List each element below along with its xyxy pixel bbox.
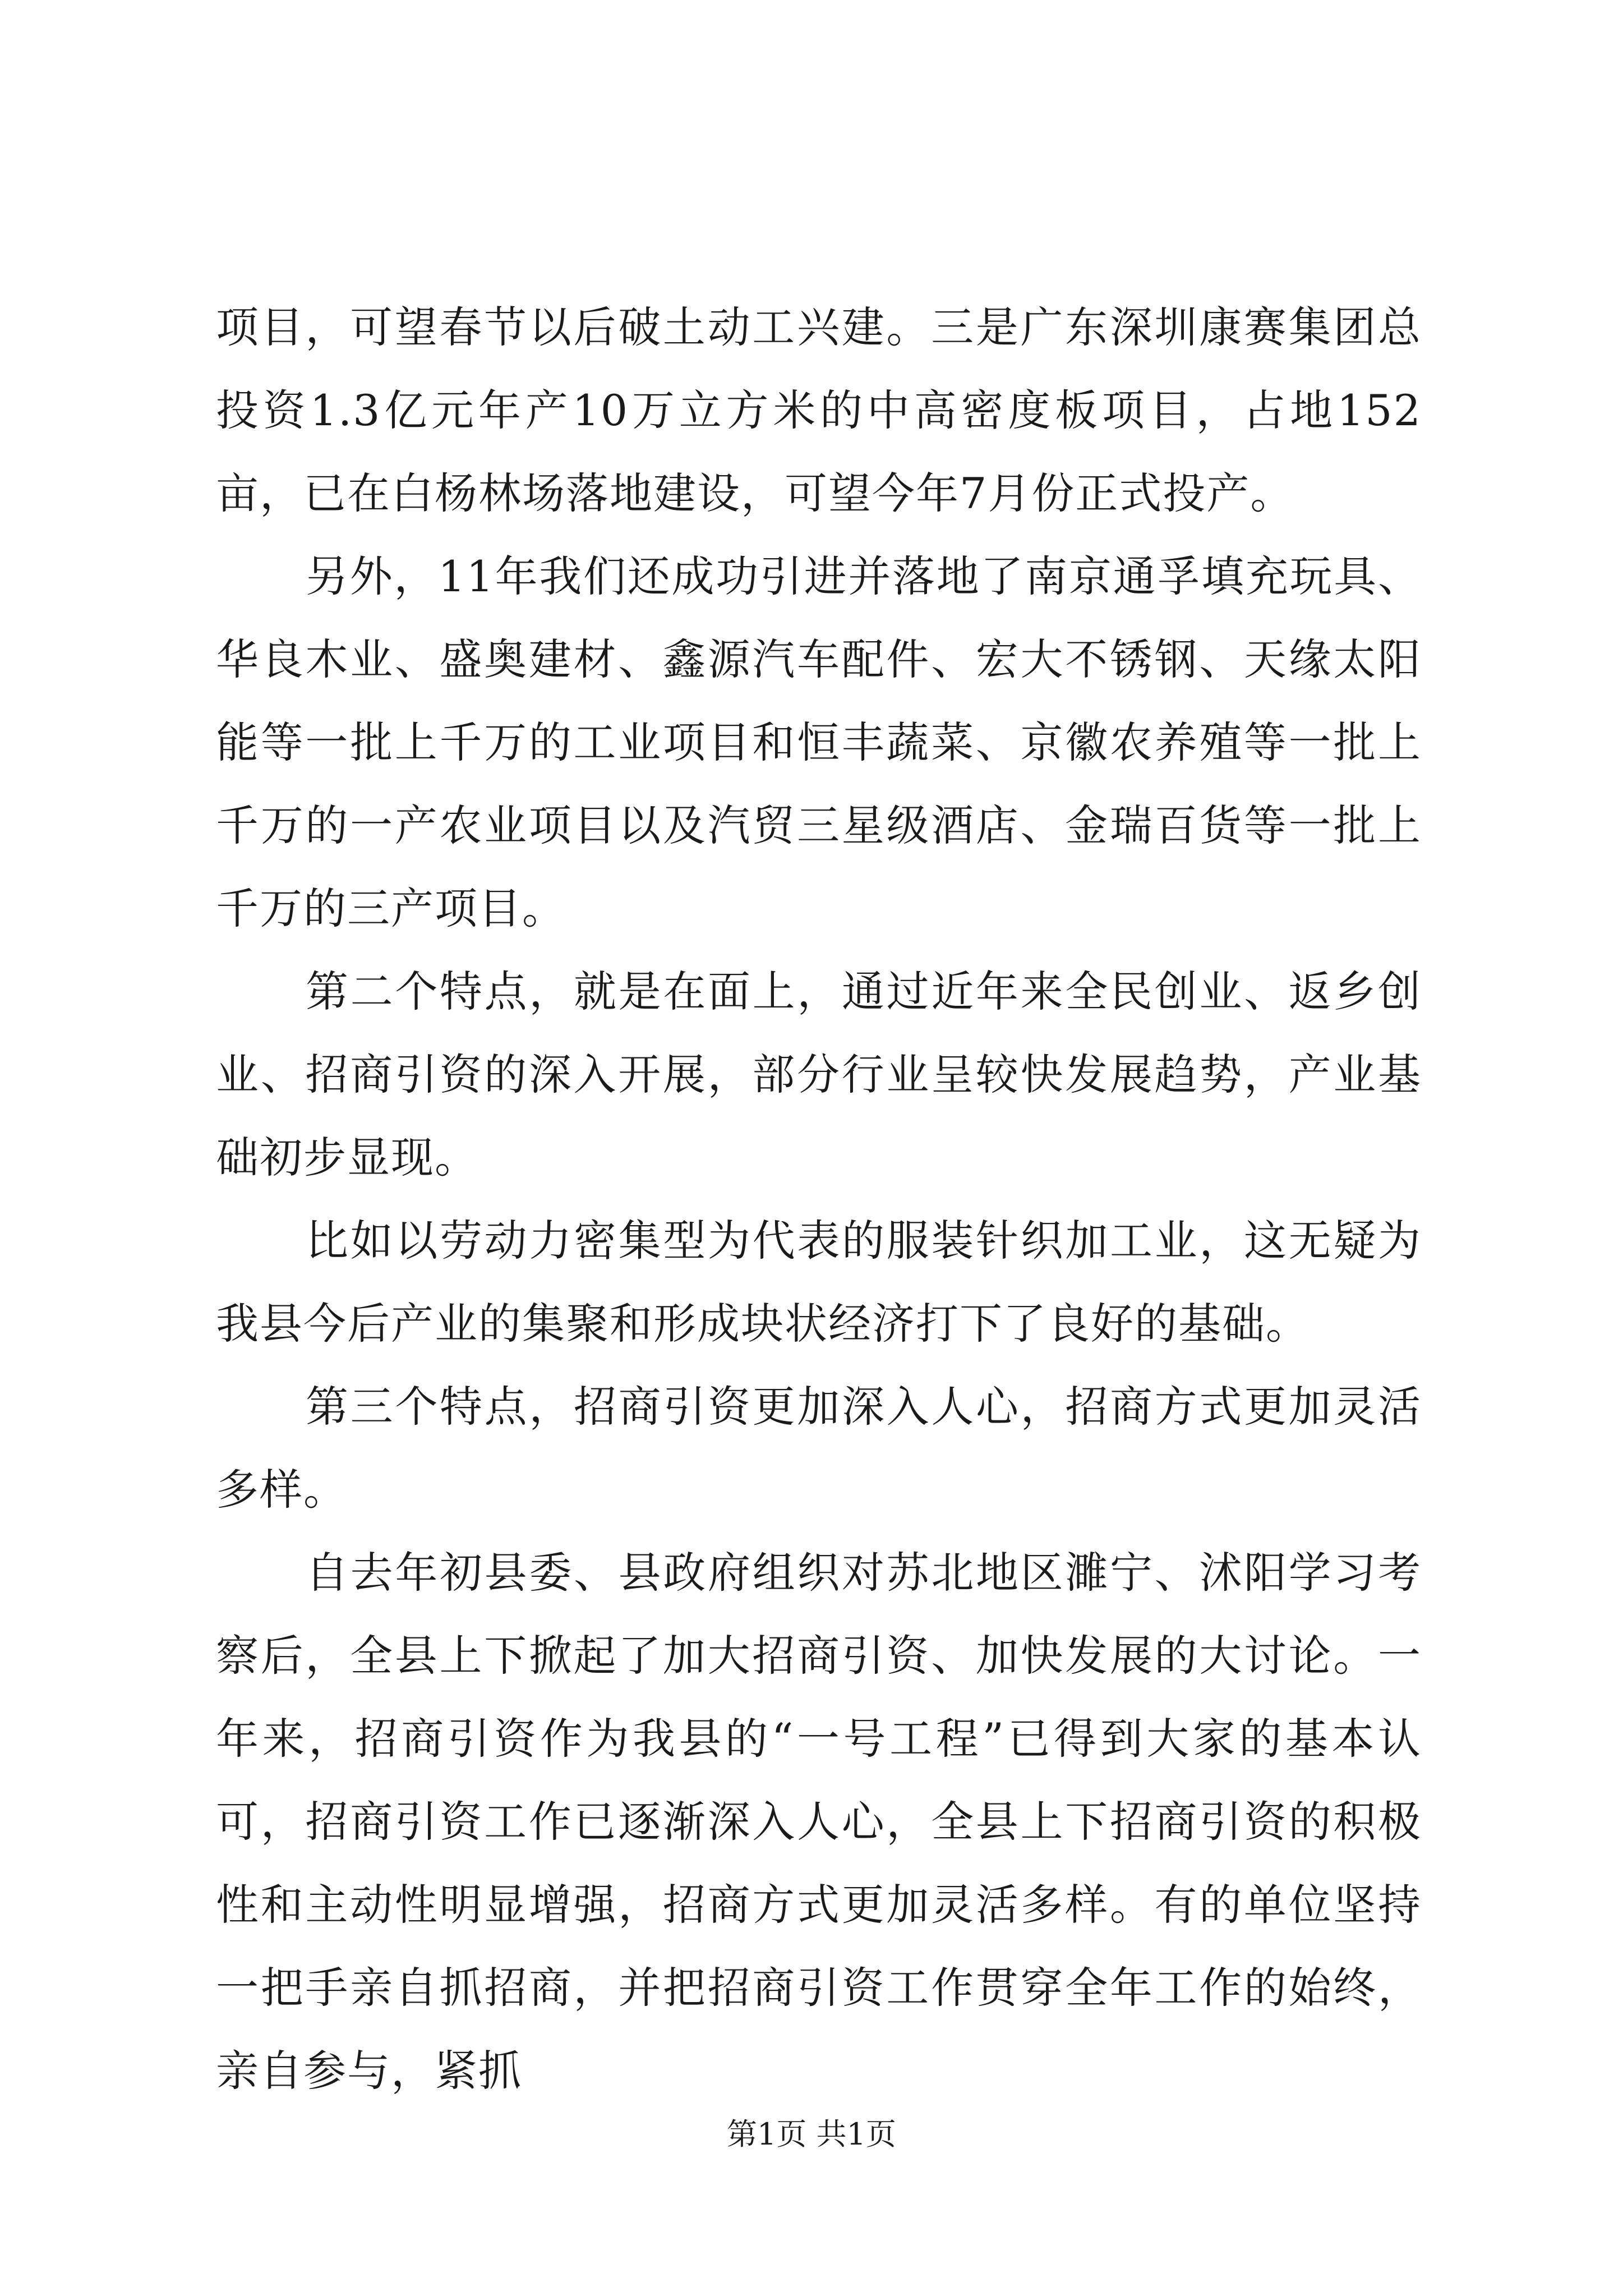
paragraph-1: 项目，可望春节以后破土动工兴建。三是广东深圳康赛集团总投资1.3亿元年产10万立方米的中高密度板项目，占地152亩，已在白杨林场落地建设，可望今年7月份正式投产。 [216, 302, 1422, 518]
document-body [216, 286, 1422, 2113]
paragraph-4: 比如以劳动力密集型为代表的服装针织加工业，这无疑为我县今后产业的集聚和形成块状经济打下了良好的基础。 [216, 1216, 1422, 1349]
page-footer: 第1页 共1页 [727, 2116, 896, 2152]
paragraph-6: 自去年初县委、县政府组织对苏北地区濉宁、沭阳学习考察后，全县上下掀起了加大招商引资、加快发展的大讨论。一年来，招商引资作为我县的“一号工程”已得到大家的基本认可，招商引资工作已逐渐深入人心，全县上下招商引资的积极性和主动性明显增强，招商方式更加灵活多样。有的单位坚持一把手亲自抓招商，并把招商引资工作贯穿全年工作的始终，亲自参与，紧抓 [216, 1548, 1422, 2096]
paragraph-3: 第二个特点，就是在面上，通过近年来全民创业、返乡创业、招商引资的深入开展，部分行业呈较快发展趋势，产业基础初步显现。 [216, 967, 1422, 1182]
paragraph-5: 第三个特点，招商引资更加深入人心，招商方式更加灵活多样。 [216, 1382, 1422, 1515]
paragraph-2: 另外，11年我们还成功引进并落地了南京通孚填充玩具、华良木业、盛奥建材、鑫源汽车配件、宏大不锈钢、天缘太阳能等一批上千万的工业项目和恒丰蔬菜、京徽农养殖等一批上千万的一产农业项目以及汽贸三星级酒店、金瑞百货等一批上千万的三产项目。 [216, 551, 1422, 933]
